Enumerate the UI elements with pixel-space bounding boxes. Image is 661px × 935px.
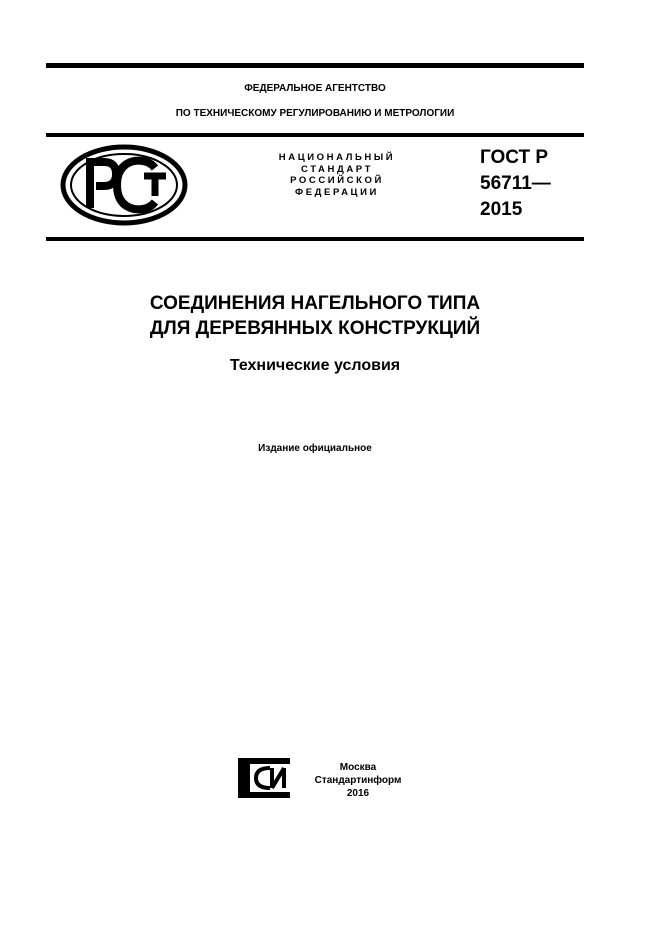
top-rule — [46, 63, 584, 68]
national-line-2: СТАНДАРТ — [301, 163, 373, 175]
middle-rule — [46, 133, 584, 137]
document-subtitle: Технические условия — [229, 357, 401, 374]
edition-label: Издание официальное — [258, 443, 372, 454]
gost-line-1: ГОСТ Р — [480, 147, 549, 168]
agency-line-2: ПО ТЕХНИЧЕСКОМУ РЕГУЛИРОВАНИЮ И МЕТРОЛОГИИ — [175, 108, 455, 119]
gost-designation — [480, 145, 551, 223]
gost-line-3: 2015 — [480, 199, 523, 220]
title-line-2: ДЛЯ ДЕРЕВЯННЫХ КОНСТРУКЦИЙ — [149, 318, 481, 339]
document-title — [46, 291, 584, 341]
title-line-1: СОЕДИНЕНИЯ НАГЕЛЬНОГО ТИПА — [149, 293, 481, 314]
imprint-publisher: Стандартинформ — [314, 775, 402, 786]
national-line-4: ФЕДЕРАЦИИ — [295, 186, 379, 198]
gost-line-2: 56711— — [480, 173, 551, 194]
rst-logo-icon — [60, 144, 188, 226]
bottom-rule — [46, 237, 584, 241]
imprint-city: Москва — [339, 762, 377, 773]
imprint — [303, 761, 413, 800]
imprint-year: 2016 — [346, 788, 370, 799]
national-line-3: РОССИЙСКОЙ — [290, 175, 384, 186]
standartinform-logo-icon — [236, 756, 292, 800]
agency-line-1: ФЕДЕРАЛЬНОЕ АГЕНТСТВО — [244, 83, 386, 94]
national-line-1: НАЦИОНАЛЬНЫЙ — [278, 152, 396, 163]
national-standard-label — [262, 152, 412, 198]
